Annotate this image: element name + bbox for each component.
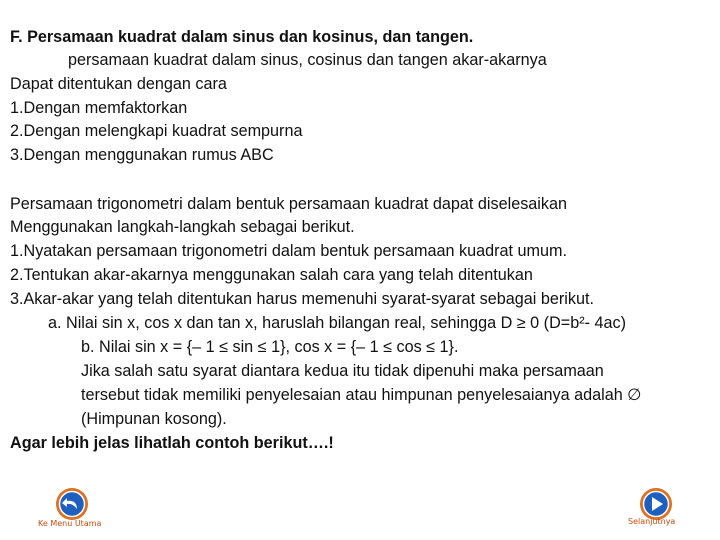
method-item: 3.Dengan menggunakan rumus ABC bbox=[10, 146, 274, 164]
method-item: 2.Dengan melengkapi kuadrat sempurna bbox=[10, 122, 303, 140]
step-item: 3.Akar-akar yang telah ditentukan harus memenuhi syarat-syarat sebagai berikut. bbox=[10, 290, 594, 308]
condition-note-3: (Himpunan kosong). bbox=[81, 410, 227, 428]
method-item: 1.Dengan memfaktorkan bbox=[10, 99, 188, 117]
home-button[interactable] bbox=[54, 486, 90, 522]
paragraph-line-1: Persamaan trigonometri dalam bentuk persamaan kuadrat dapat diselesaikan bbox=[10, 195, 567, 213]
back-arrow-icon bbox=[54, 486, 90, 522]
step-item: 1.Nyatakan persamaan trigonometri dalam bentuk persamaan kuadrat umum. bbox=[10, 242, 567, 260]
paragraph-line-2: Menggunakan langkah-langkah sebagai berikut. bbox=[10, 218, 355, 236]
intro-line-2: Dapat ditentukan dengan cara bbox=[10, 75, 227, 93]
condition-b: b. Nilai sin x = {– 1 ≤ sin ≤ 1}, cos x = {– 1 ≤ cos ≤ 1}. bbox=[81, 338, 459, 356]
home-label[interactable]: Ke Menu Utama bbox=[38, 519, 102, 528]
condition-note-2: tersebut tidak memiliki penyelesaian atau himpunan penyelesaianya adalah ∅ bbox=[81, 386, 642, 404]
step-item: 2.Tentukan akar-akarnya menggunakan salah cara yang telah ditentukan bbox=[10, 266, 533, 284]
condition-a: a. Nilai sin x, cos x dan tan x, haruslah bilangan real, sehingga D ≥ 0 (D=b²- 4ac) bbox=[48, 314, 626, 332]
closing-text: Agar lebih jelas lihatlah contoh berikut….! bbox=[10, 434, 334, 452]
condition-note-1: Jika salah satu syarat diantara kedua itu tidak dipenuhi maka persamaan bbox=[81, 362, 604, 380]
intro-line-1: persamaan kuadrat dalam sinus, cosinus dan tangen akar-akarnya bbox=[68, 51, 547, 69]
section-heading: F. Persamaan kuadrat dalam sinus dan kosinus, dan tangen. bbox=[10, 28, 474, 46]
next-label[interactable]: Selanjutnya bbox=[628, 517, 676, 526]
